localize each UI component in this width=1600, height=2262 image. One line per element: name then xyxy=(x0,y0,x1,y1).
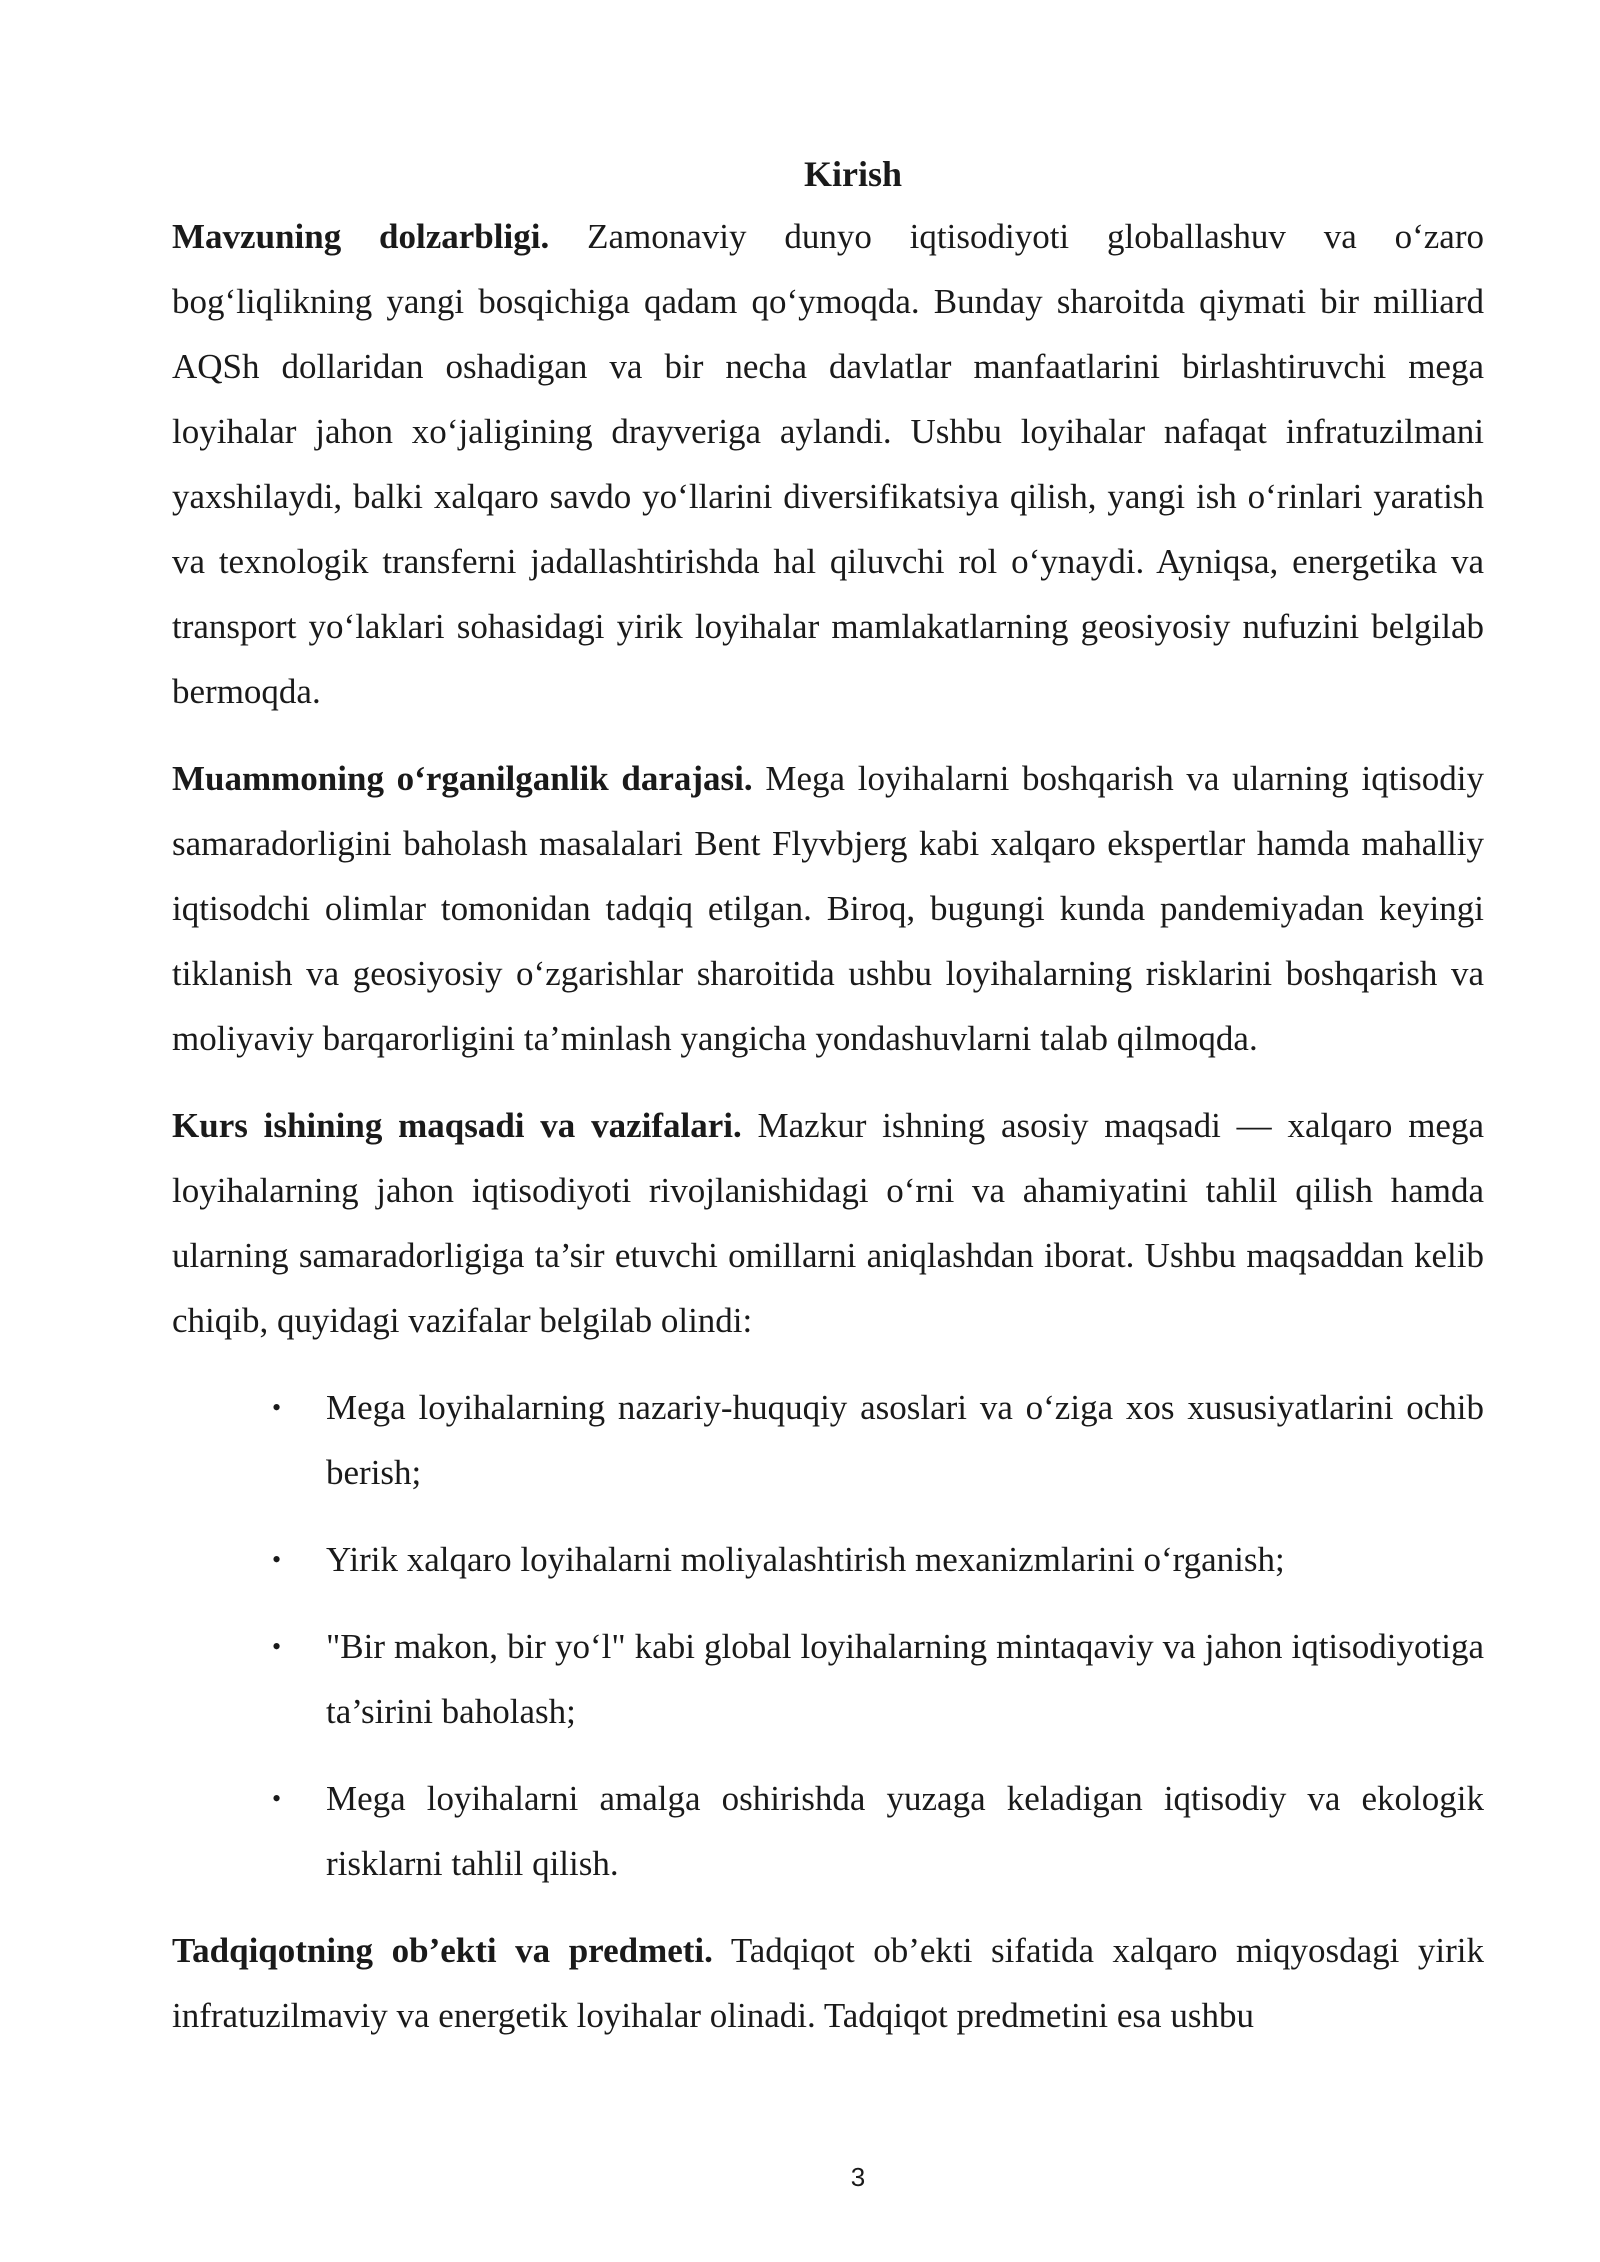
task-list xyxy=(172,1375,1484,1896)
bullet-icon: • xyxy=(272,1784,282,1813)
section-text: Tadqiqot ob’ekti sifatida xalqaro miqyosdagi yirik infratuzilmaviy va energetik loyihalar olinadi. Tadqiqot predmetini esa ushbu xyxy=(172,1931,1484,2035)
section-object-subject xyxy=(172,1918,1484,2048)
section-study-level xyxy=(172,746,1484,1071)
task-text: "Bir makon, bir yo‘l" kabi global loyihalarning mintaqaviy va jahon iqtisodiyotiga ta’sirini baholash; xyxy=(326,1627,1484,1731)
task-text: Mega loyihalarning nazariy-huquqiy asoslari va o‘ziga xos xususiyatlarini ochib berish; xyxy=(326,1388,1484,1492)
list-item xyxy=(172,1766,1484,1896)
section-lead: Kurs ishining maqsadi va vazifalari. xyxy=(172,1106,742,1145)
document-page xyxy=(172,150,1484,2070)
section-lead: Tadqiqotning ob’ekti va predmeti. xyxy=(172,1931,713,1970)
task-text: Mega loyihalarni amalga oshirishda yuzaga keladigan iqtisodiy va ekologik risklarni tahlil qilish. xyxy=(326,1779,1484,1883)
section-text: Mega loyihalarni boshqarish va ularning iqtisodiy samaradorligini baholash masalalari Bent Flyvbjerg kabi xalqaro ekspertlar hamda mahalliy iqtisodchi olimlar tomonidan tadqiq etilgan. Biroq, bugungi kunda pandemiyadan keyingi tiklanish va geosiyosiy o‘zgarishlar sharoitida ushbu loyihalarning risklarini boshqarish va moliyaviy barqarorligini ta’minlash yangicha yondashuvlarni talab qilmoqda. xyxy=(172,759,1485,1058)
list-item xyxy=(172,1375,1484,1505)
section-lead: Muammoning o‘rganilganlik darajasi. xyxy=(172,759,753,798)
section-text: Mazkur ishning asosiy maqsadi — xalqaro mega loyihalarning jahon iqtisodiyoti rivojlanishidagi o‘rni va ahamiyatini tahlil qilish hamda ularning samaradorligiga ta’sir etuvchi omillarni aniqlashdan iborat. Ushbu maqsaddan kelib chiqib, quyidagi vazifalar belgilab olindi: xyxy=(172,1106,1484,1340)
list-item xyxy=(172,1614,1484,1744)
list-item xyxy=(172,1527,1484,1592)
bullet-icon: • xyxy=(272,1632,282,1661)
section-lead: Mavzuning dolzarbligi. xyxy=(172,217,550,256)
page-number: 3 xyxy=(850,2162,866,2192)
section-text: Zamonaviy dunyo iqtisodiyoti globallashuv va o‘zaro bog‘liqlikning yangi bosqichiga qadam qo‘ymoqda. Bunday sharoitda qiymati bir milliard AQSh dollaridan oshadigan va bir necha davlatlar manfaatlarini birlashtiruvchi mega loyihalar jahon xo‘jaligining drayveriga aylandi. Ushbu loyihalar nafaqat infratuzilmani yaxshilaydi, balki xalqaro savdo yo‘llarini diversifikatsiya qilish, yangi ish o‘rinlari yaratish va texnologik transferni jadallashtirishda hal qiluvchi rol o‘ynaydi. Ayniqsa, energetika va transport yo‘laklari sohasidagi yirik loyihalar mamlakatlarning geosiyosiy nufuzini belgilab bermoqda. xyxy=(172,217,1484,711)
bullet-icon: • xyxy=(272,1393,282,1422)
section-goals xyxy=(172,1093,1484,1353)
task-text: Yirik xalqaro loyihalarni moliyalashtirish mexanizmlarini o‘rganish; xyxy=(326,1540,1285,1579)
page-title: Kirish xyxy=(803,154,902,194)
section-relevance xyxy=(172,204,1484,724)
bullet-icon: • xyxy=(272,1545,282,1574)
